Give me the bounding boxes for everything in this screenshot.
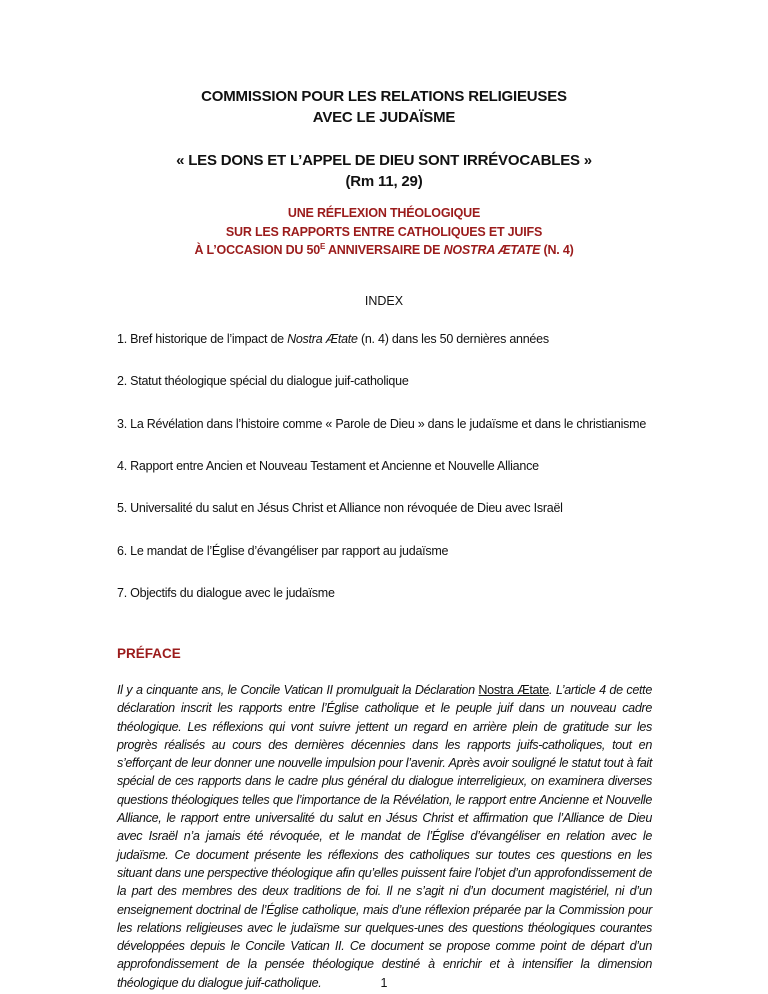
subtitle-text: (N. 4) — [540, 243, 574, 257]
index-item[interactable] — [117, 374, 409, 388]
index-heading: INDEX — [364, 294, 404, 308]
subtitle-line-1: UNE RÉFLEXION THÉOLOGIQUE — [287, 206, 481, 220]
preface-paragraph — [117, 681, 652, 992]
subtitle-line-2: SUR LES RAPPORTS ENTRE CATHOLIQUES ET JUIFS — [225, 224, 543, 239]
preface-heading: PRÉFACE — [117, 646, 181, 661]
page-number: 1 — [380, 976, 388, 990]
commission-line-2: AVEC LE JUDAÏSME — [312, 109, 456, 126]
index-item-text: 3. La Révélation dans l’histoire comme « Parole de Dieu » dans le judaïsme et dans le christianisme — [117, 416, 647, 431]
index-item[interactable] — [117, 501, 563, 515]
index-item-text: 1. Bref historique de l’impact de — [117, 332, 288, 346]
subtitle-text: À L’OCCASION DU 50 — [194, 243, 321, 257]
title-line-1: « LES DONS ET L’APPEL DE DIEU SONT IRRÉVOCABLES » — [176, 152, 592, 169]
index-item-text: Nostra Ætate — [287, 332, 358, 346]
title-line-2: (Rm 11, 29) — [345, 173, 423, 190]
nostra-aetate-link[interactable]: Nostra Ætate — [478, 683, 549, 697]
index-item-text: (n. 4) dans les 50 dernières années — [357, 332, 549, 346]
index-item[interactable] — [117, 544, 448, 558]
superscript: E — [320, 241, 326, 251]
index-item-text: 5. Universalité du salut en Jésus Christ et Alliance non révoquée de Dieu avec Israël — [117, 501, 563, 516]
index-item[interactable] — [117, 332, 549, 346]
subtitle-italic: NOSTRA ÆTATE — [443, 243, 541, 257]
index-item-text: 7. Objectifs du dialogue avec le judaïsme — [117, 585, 335, 600]
index-item-text: 6. Le mandat de l’Église d’évangéliser par rapport au judaïsme — [117, 543, 449, 558]
document-title — [0, 150, 768, 192]
commission-title — [0, 86, 768, 128]
commission-line-1: COMMISSION POUR LES RELATIONS RELIGIEUSES — [201, 88, 567, 105]
index-item-text: 2. Statut théologique spécial du dialogue juif-catholique — [117, 374, 409, 389]
index-item[interactable] — [117, 459, 539, 473]
index-item[interactable] — [117, 417, 646, 431]
index-item-text: 4. Rapport entre Ancien et Nouveau Testament et Ancienne et Nouvelle Alliance — [117, 458, 539, 473]
subtitle-text: ANNIVERSAIRE DE — [325, 243, 444, 257]
subtitle-line-3 — [0, 241, 768, 260]
preface-text: . L’article 4 de cette déclaration inscrit les rapports entre l’Église catholique et le peuple juif dans un nouveau cadre théologique. Les réflexions qui vont suivre jettent un regard en arrière plein de gratitude sur les progrès réalisés au cours des dernières décennies dans les rapports juifs-catholiques, tout en s’efforçant de leur donner une nouvelle impulsion pour l’avenir. Après avoir souligné le statut tout à fait spécial de ces rapports dans le cadre plus général du dialogue interreligieux, on examinera diverses questions théologiques telles que l’importance de la Révélation, le rapport entre Ancienne et Nouvelle Alliance, le rapport entre universalité du salut en Jésus Christ et affirmation que l’Alliance de Dieu avec Israël n’a jamais été révoquée, et le mandat de l’Église d’évangéliser en relation avec le judaïsme. Ce document présente les réflexions des catholiques sur toutes ces questions en les situant dans une perspective théologique afin qu’elles puissent faire l’objet d’un approfondissement de la part des membres des deux traditions de foi. Il ne s’agit ni d’un document magistériel, ni d’un enseignement doctrinal de l’Église catholique, mais d’une réflexion préparée par la Commission pour les relations religieuses avec le judaïsme sur quelques-unes des questions théologiques courantes développées depuis le Concile Vatican II. Ce document se propose comme point de départ d’un approfondissement de la pensée théologique destiné à enrichir et à intensifier la dimension théologique du dialogue juif-catholique. — [117, 683, 652, 990]
document-subtitle — [0, 204, 768, 260]
preface-text: Il y a cinquante ans, le Concile Vatican II promulguait la Déclaration — [117, 683, 479, 697]
index-item[interactable] — [117, 586, 335, 600]
